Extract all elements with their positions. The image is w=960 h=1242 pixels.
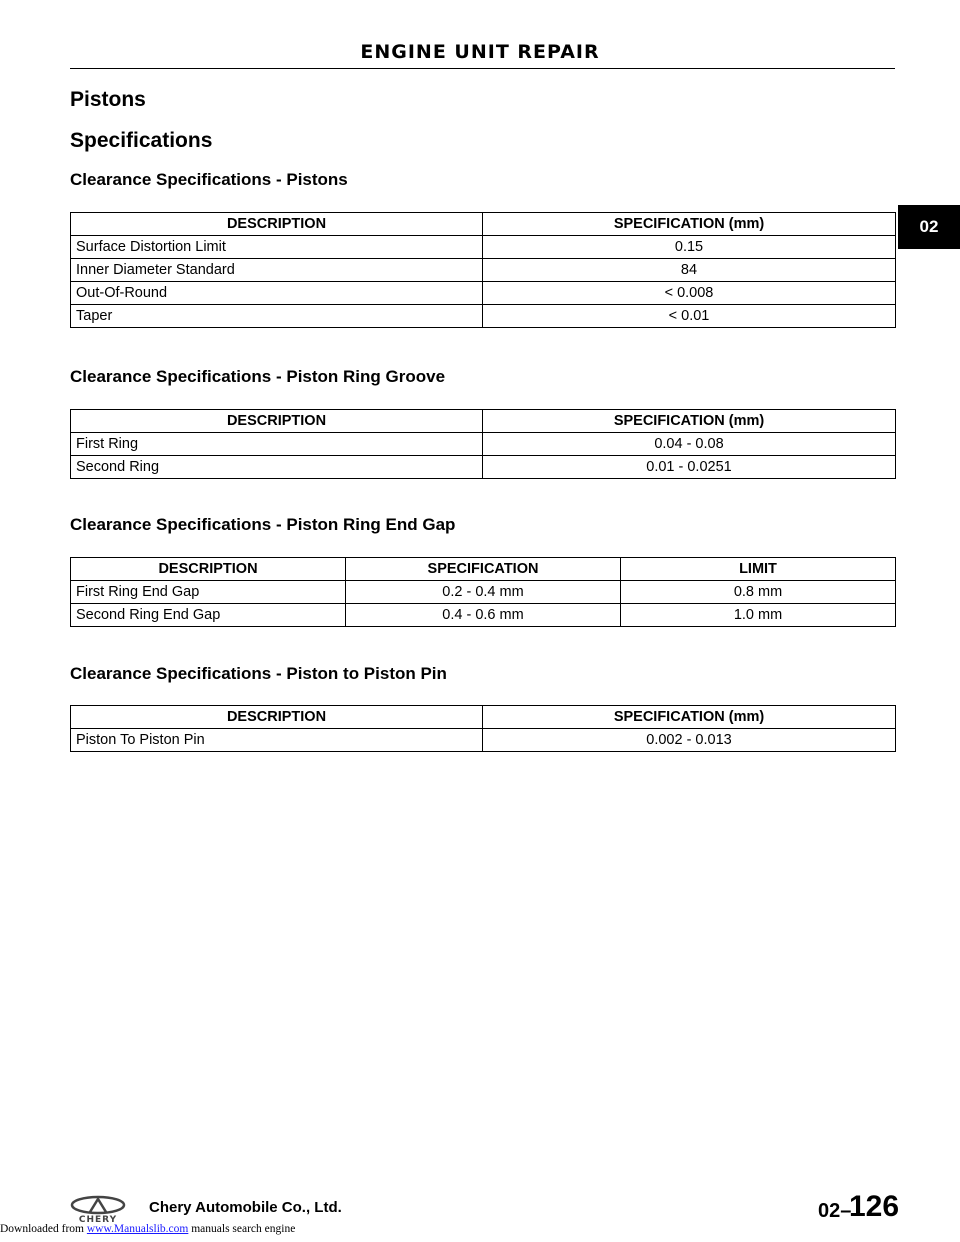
table-cell: 1.0 mm <box>621 604 896 627</box>
page-title: Pistons <box>70 88 146 111</box>
spec-table-pistons <box>70 212 896 328</box>
table-cell: First Ring <box>71 433 483 456</box>
column-header: DESCRIPTION <box>71 706 483 729</box>
table-row <box>71 305 896 328</box>
table-cell: 0.4 - 0.6 mm <box>346 604 621 627</box>
spec-table-piston-pin <box>70 705 896 752</box>
company-name: Chery Automobile Co., Ltd. <box>149 1199 342 1216</box>
page-number-prefix: 02– <box>818 1200 852 1222</box>
table-heading-ring-groove: Clearance Specifications - Piston Ring Groove <box>70 367 446 386</box>
page-subtitle: Specifications <box>70 129 213 152</box>
table-cell: Taper <box>71 305 483 328</box>
download-notice <box>0 1223 295 1235</box>
table-cell: 0.15 <box>483 236 896 259</box>
table-cell: Piston To Piston Pin <box>71 729 483 752</box>
chery-logo <box>68 1194 128 1224</box>
table-cell: < 0.008 <box>483 282 896 305</box>
column-header: SPECIFICATION (mm) <box>483 706 896 729</box>
table-cell: Second Ring End Gap <box>71 604 346 627</box>
logo-text: CHERY <box>78 1215 118 1224</box>
table-row <box>71 282 896 305</box>
table-cell: < 0.01 <box>483 305 896 328</box>
spec-table-ring-end-gap <box>70 557 896 627</box>
table-row <box>71 729 896 752</box>
column-header: DESCRIPTION <box>71 213 483 236</box>
table-row <box>71 604 896 627</box>
table-cell: 0.002 - 0.013 <box>483 729 896 752</box>
table-header-row <box>71 558 896 581</box>
table-cell: 0.04 - 0.08 <box>483 433 896 456</box>
table-row <box>71 236 896 259</box>
column-header: DESCRIPTION <box>71 410 483 433</box>
table-header-row <box>71 706 896 729</box>
table-row <box>71 433 896 456</box>
table-cell: 0.2 - 0.4 mm <box>346 581 621 604</box>
section-tab: 02 <box>898 205 960 249</box>
table-cell: Second Ring <box>71 456 483 479</box>
column-header: DESCRIPTION <box>71 558 346 581</box>
table-heading-pistons: Clearance Specifications - Pistons <box>70 170 348 189</box>
table-cell: First Ring End Gap <box>71 581 346 604</box>
table-header-row <box>71 213 896 236</box>
table-heading-piston-pin: Clearance Specifications - Piston to Piston Pin <box>70 664 447 683</box>
column-header: SPECIFICATION <box>346 558 621 581</box>
table-cell: 0.8 mm <box>621 581 896 604</box>
download-suffix: manuals search engine <box>191 1223 296 1235</box>
column-header: LIMIT <box>621 558 896 581</box>
table-header-row <box>71 410 896 433</box>
table-cell: Out-Of-Round <box>71 282 483 305</box>
table-cell: 84 <box>483 259 896 282</box>
table-cell: Surface Distortion Limit <box>71 236 483 259</box>
spec-table-ring-groove <box>70 409 896 479</box>
column-header: SPECIFICATION (mm) <box>483 213 896 236</box>
page-header-title: ENGINE UNIT REPAIR <box>360 41 600 63</box>
manualslib-link[interactable]: www.Manualslib.com <box>86 1223 189 1235</box>
column-header: SPECIFICATION (mm) <box>483 410 896 433</box>
table-row <box>71 456 896 479</box>
table-row <box>71 581 896 604</box>
header-divider <box>70 68 895 69</box>
page-number: 126 <box>849 1190 900 1223</box>
table-row <box>71 259 896 282</box>
table-cell: 0.01 - 0.0251 <box>483 456 896 479</box>
download-prefix: Downloaded from <box>0 1223 84 1235</box>
table-heading-ring-end-gap: Clearance Specifications - Piston Ring End Gap <box>70 515 456 534</box>
table-cell: Inner Diameter Standard <box>71 259 483 282</box>
